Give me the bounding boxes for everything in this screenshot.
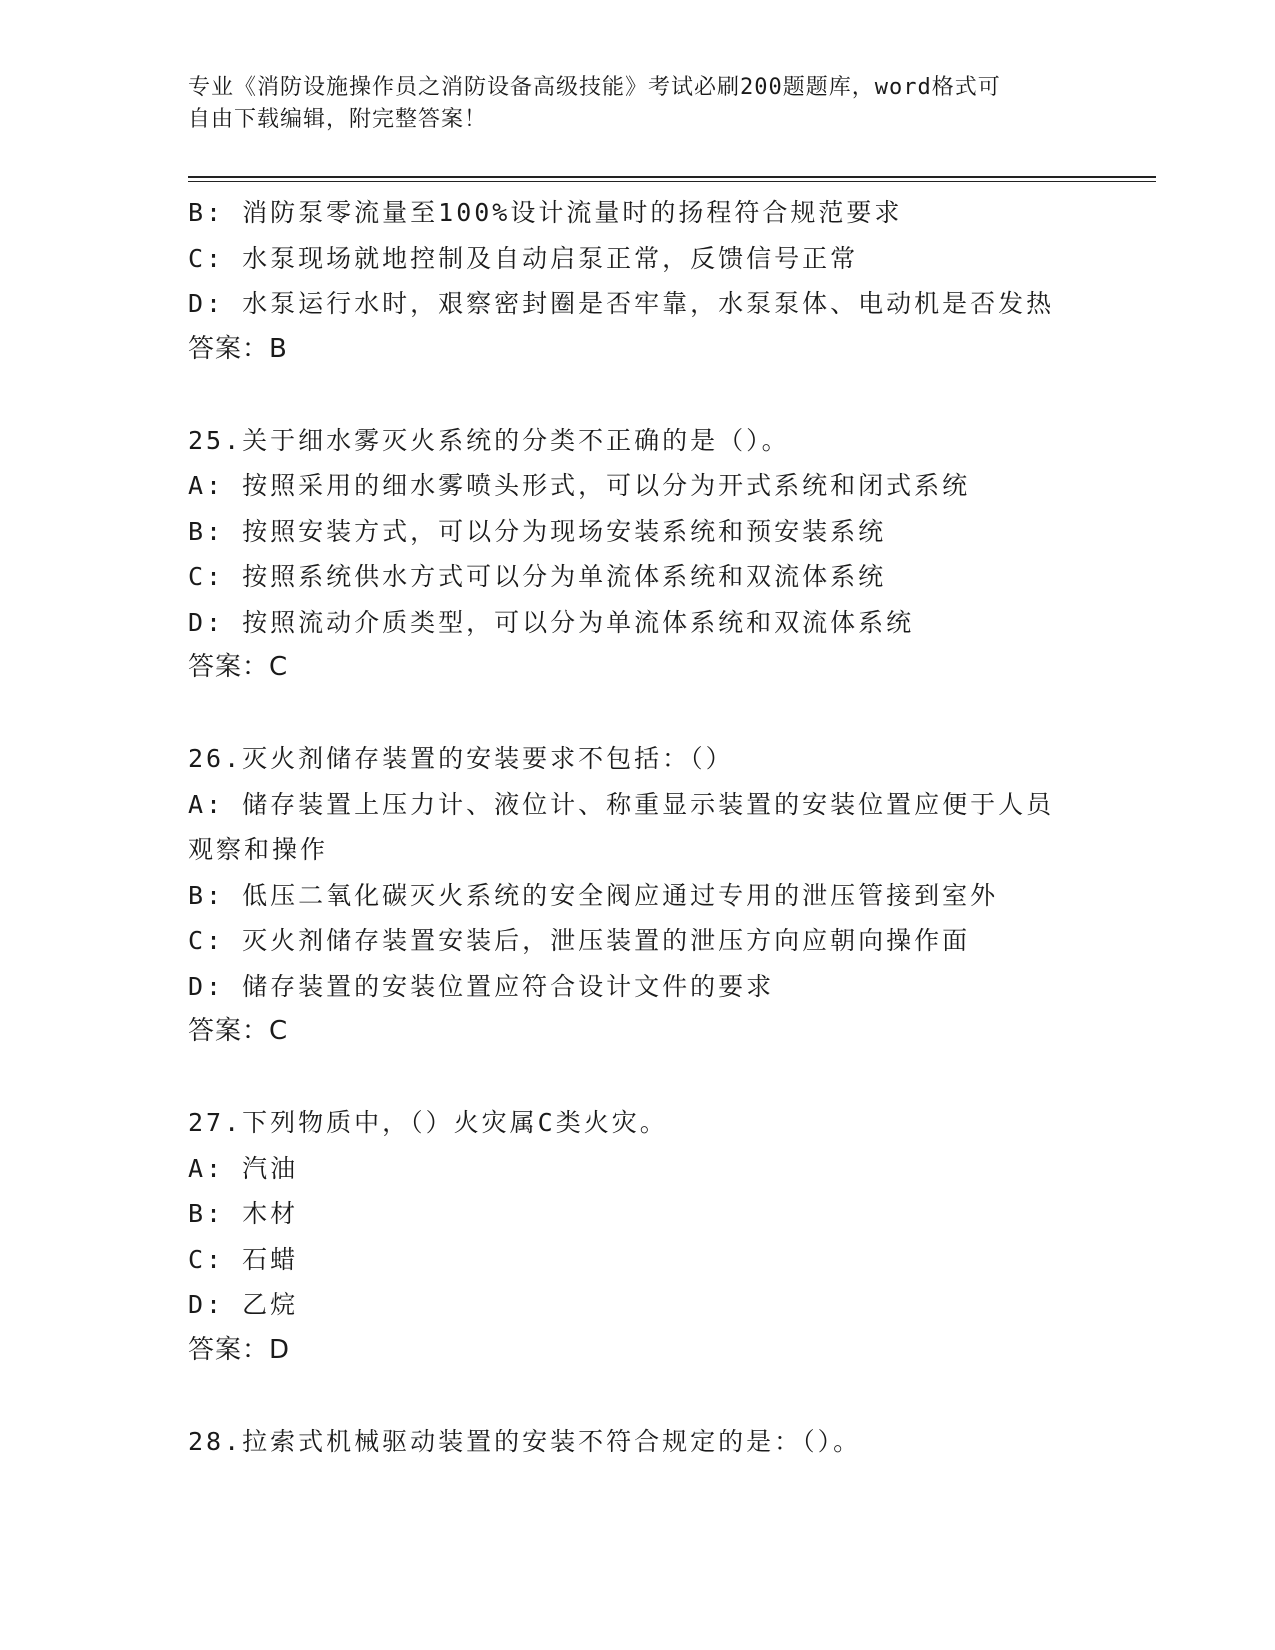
option-c: C: 按照系统供水方式可以分为单流体系统和双流体系统 xyxy=(188,562,887,591)
answer-label: 答案：C xyxy=(188,652,289,682)
question-27 xyxy=(188,1100,1088,1373)
spacer xyxy=(188,1055,1088,1101)
answer-label: 答案：B xyxy=(188,333,288,364)
option-c: C: 灭火剂储存装置安装后，泄压装置的泄压方向应朝向操作面 xyxy=(188,926,971,955)
question-list xyxy=(188,190,1088,1464)
question-stem: 26.灭火剂储存装置的安装要求不包括：（） xyxy=(188,744,734,773)
option-b: B: 消防泵零流量至100%设计流量时的扬程符合规范要求 xyxy=(188,198,903,227)
question-stem: 25.关于细水雾灭火系统的分类不正确的是（）。 xyxy=(188,425,790,455)
header-line-2: 自由下载编辑，附完整答案！ xyxy=(188,107,488,132)
question-stem: 28.拉索式机械驱动装置的安装不符合规定的是：（）。 xyxy=(188,1426,862,1456)
spacer xyxy=(188,691,1088,737)
option-b: B: 低压二氧化碳灭火系统的安全阀应通过专用的泄压管接到室外 xyxy=(188,880,999,910)
option-a: A: 储存装置上压力计、液位计、称重显示装置的安装位置应便于人员 xyxy=(188,789,1055,819)
option-c: C: 水泵现场就地控制及自动启泵正常，反馈信号正常 xyxy=(188,243,859,273)
option-d: D: 水泵运行水时，艰察密封圈是否牢靠，水泵泵体、电动机是否发热 xyxy=(188,289,1055,318)
question-28 xyxy=(188,1419,1088,1465)
header-divider-thick xyxy=(188,176,1156,178)
option-d: D: 储存装置的安装位置应符合设计文件的要求 xyxy=(188,971,775,1001)
option-b: B: 木材 xyxy=(188,1199,299,1228)
option-b: B: 按照安装方式，可以分为现场安装系统和预安装系统 xyxy=(188,516,887,546)
question-stem: 27.下列物质中，（）火灾属C类火灾。 xyxy=(188,1108,668,1137)
option-c: C: 石蜡 xyxy=(188,1244,299,1274)
spacer xyxy=(188,1373,1088,1419)
header-divider-thin xyxy=(188,181,1156,182)
answer-label: 答案：C xyxy=(188,1016,289,1046)
option-a: A: 按照采用的细水雾喷头形式，可以分为开式系统和闭式系统 xyxy=(188,471,971,500)
document-header xyxy=(188,72,1068,136)
answer-label: 答案：D xyxy=(188,1334,291,1365)
option-a-continued: 观察和操作 xyxy=(188,835,329,864)
option-a: A: 汽油 xyxy=(188,1153,299,1183)
option-d: D: 按照流动介质类型，可以分为单流体系统和双流体系统 xyxy=(188,607,915,637)
spacer xyxy=(188,372,1088,418)
question-26 xyxy=(188,736,1088,1055)
question-24 xyxy=(188,190,1088,372)
header-line-1: 专业《消防设施操作员之消防设备高级技能》考试必刷200题题库，word格式可 xyxy=(188,75,1001,100)
question-25 xyxy=(188,418,1088,691)
option-d: D: 乙烷 xyxy=(188,1290,299,1319)
